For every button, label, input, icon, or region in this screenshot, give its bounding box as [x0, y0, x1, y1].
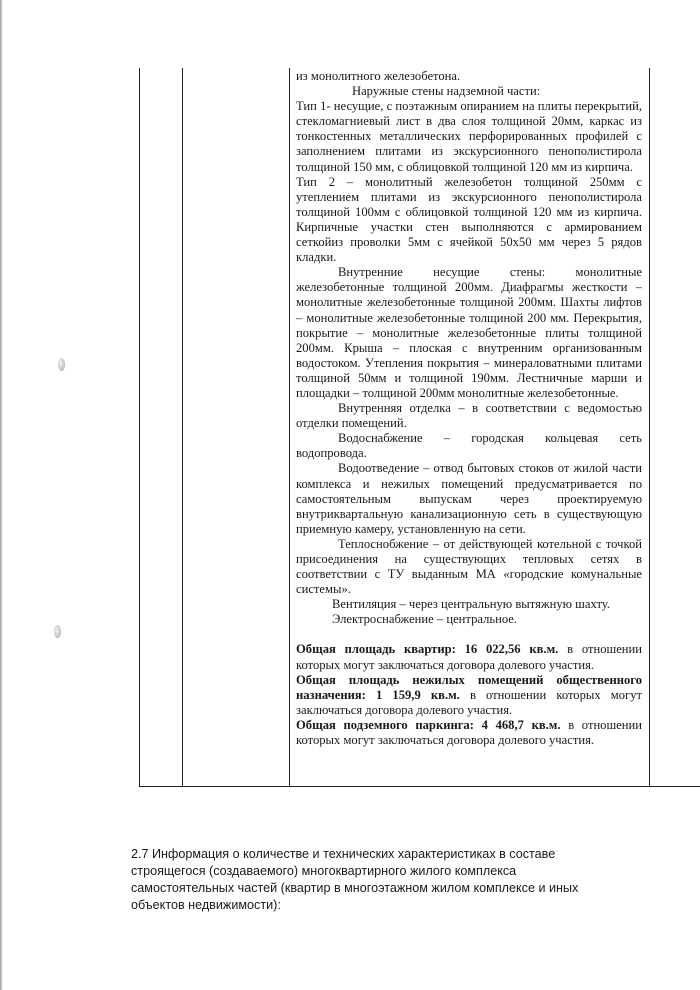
area-nonresidential-label: Общая площадь нежилых помещений общественного назначения: 1 159,9 кв.м. — [296, 672, 642, 702]
area-parking-label: Общая подземного паркинга: 4 468,7 кв.м. — [296, 717, 561, 732]
table-description-cell — [296, 69, 642, 748]
punch-hole-mark — [54, 625, 61, 638]
table-column-border — [182, 68, 183, 786]
area-nonresidential-text — [296, 673, 642, 718]
text-paragraph: Водоснабжение – городская кольцевая сеть водопровода. — [296, 431, 642, 461]
blank-line — [296, 627, 642, 642]
text-paragraph: Тип 2 – монолитный железобетон толщиной 250мм с утеплением плитами из экскурсионного пенополистирола толщиной 100мм с облицовкой толщиной 120 мм из кирпича. Кирпичные участки стен выполняются с армированием сеткойиз проволки 5мм с ячейкой 50х50 мм через 5 рядов кладки. — [296, 174, 642, 265]
section-2-7-heading: 2.7 Информация о количестве и технических характеристиках в составе строящегося (создаваемого) многоквартирного жилого комплекса самостоятельных частей (квартир в многоэтажном жилом комплексе и иных объектов недвижимости): — [131, 847, 579, 912]
text-paragraph: Электроснабжение – центральное. — [332, 612, 518, 627]
table-column-border — [649, 68, 650, 786]
text-paragraph: Вентиляция – через центральную вытяжную шахту. — [332, 597, 610, 612]
text-paragraph: Теплоснобжение – от действующей котельной с точкой присоединения на существующих тепловых сетях в соответствии с ТУ выданным МА «городские комунальные системы». — [296, 536, 642, 597]
text-paragraph: Внутренняя отделка – в соответствии с ведомостью отделки помещений. — [296, 401, 642, 431]
text-paragraph: Водоотведение – отвод бытовых стоков от жилой части комплекса и нежилых помещений предусматривается по самостоятельным выпускам через проектируемую внутриквартальную канализационную сеть в существующую приемную камеру, установленную на сети. — [296, 461, 642, 536]
area-apartments-text — [296, 642, 642, 672]
scan-edge-shadow — [0, 0, 3, 990]
table-column-border — [139, 68, 140, 786]
text-paragraph: Внутренние несущие стены: монолитные железобетонные толщиной 200мм. Диафрагмы жесткости – монолитные железобетонные толщиной 200мм. Шахты лифтов – монолитные железобетонные толщиной 200 мм. Перекрытия, покрытие – монолитные железобетонные плиты толщиной 200мм. Крыша – плоская с внутренним организованным водостоком. Утепления покрытия – минераловатными плитами толщиной 50мм и толщиной 190мм. Лестничные марши и площадки – толщиной 200мм монолитные железобетонные. — [296, 265, 642, 400]
area-parking-text — [296, 718, 642, 748]
table-column-border — [289, 68, 290, 786]
area-parking-rest: в отношении которых могут заключаться договора долевого участия. — [296, 717, 642, 748]
text-heading: Наружные стены надземной части: — [352, 84, 541, 99]
area-apartments-rest: в отношении которых могут заключаться договора долевого участия. — [296, 642, 642, 672]
area-apartments-label: Общая площадь квартир: 16 022,56 кв.м. — [296, 642, 559, 657]
text-paragraph: Тип 1- несущие, с поэтажным опиранием на плиты перекрытий, стекломагниевый лист в два слоя толщиной 20мм, каркас из тонкостенных металлических перфорированных профилей с заполнением плитами из экскурсионного пенополистирола толщиной 150 мм, с облицовкой толщиной 120 мм из кирпича. — [296, 99, 642, 174]
text-paragraph: из монолитного железобетона. — [296, 69, 461, 83]
area-nonresidential-rest: в отношении которых могут заключаться договора долевого участия. — [296, 687, 642, 717]
punch-hole-mark — [58, 358, 65, 371]
